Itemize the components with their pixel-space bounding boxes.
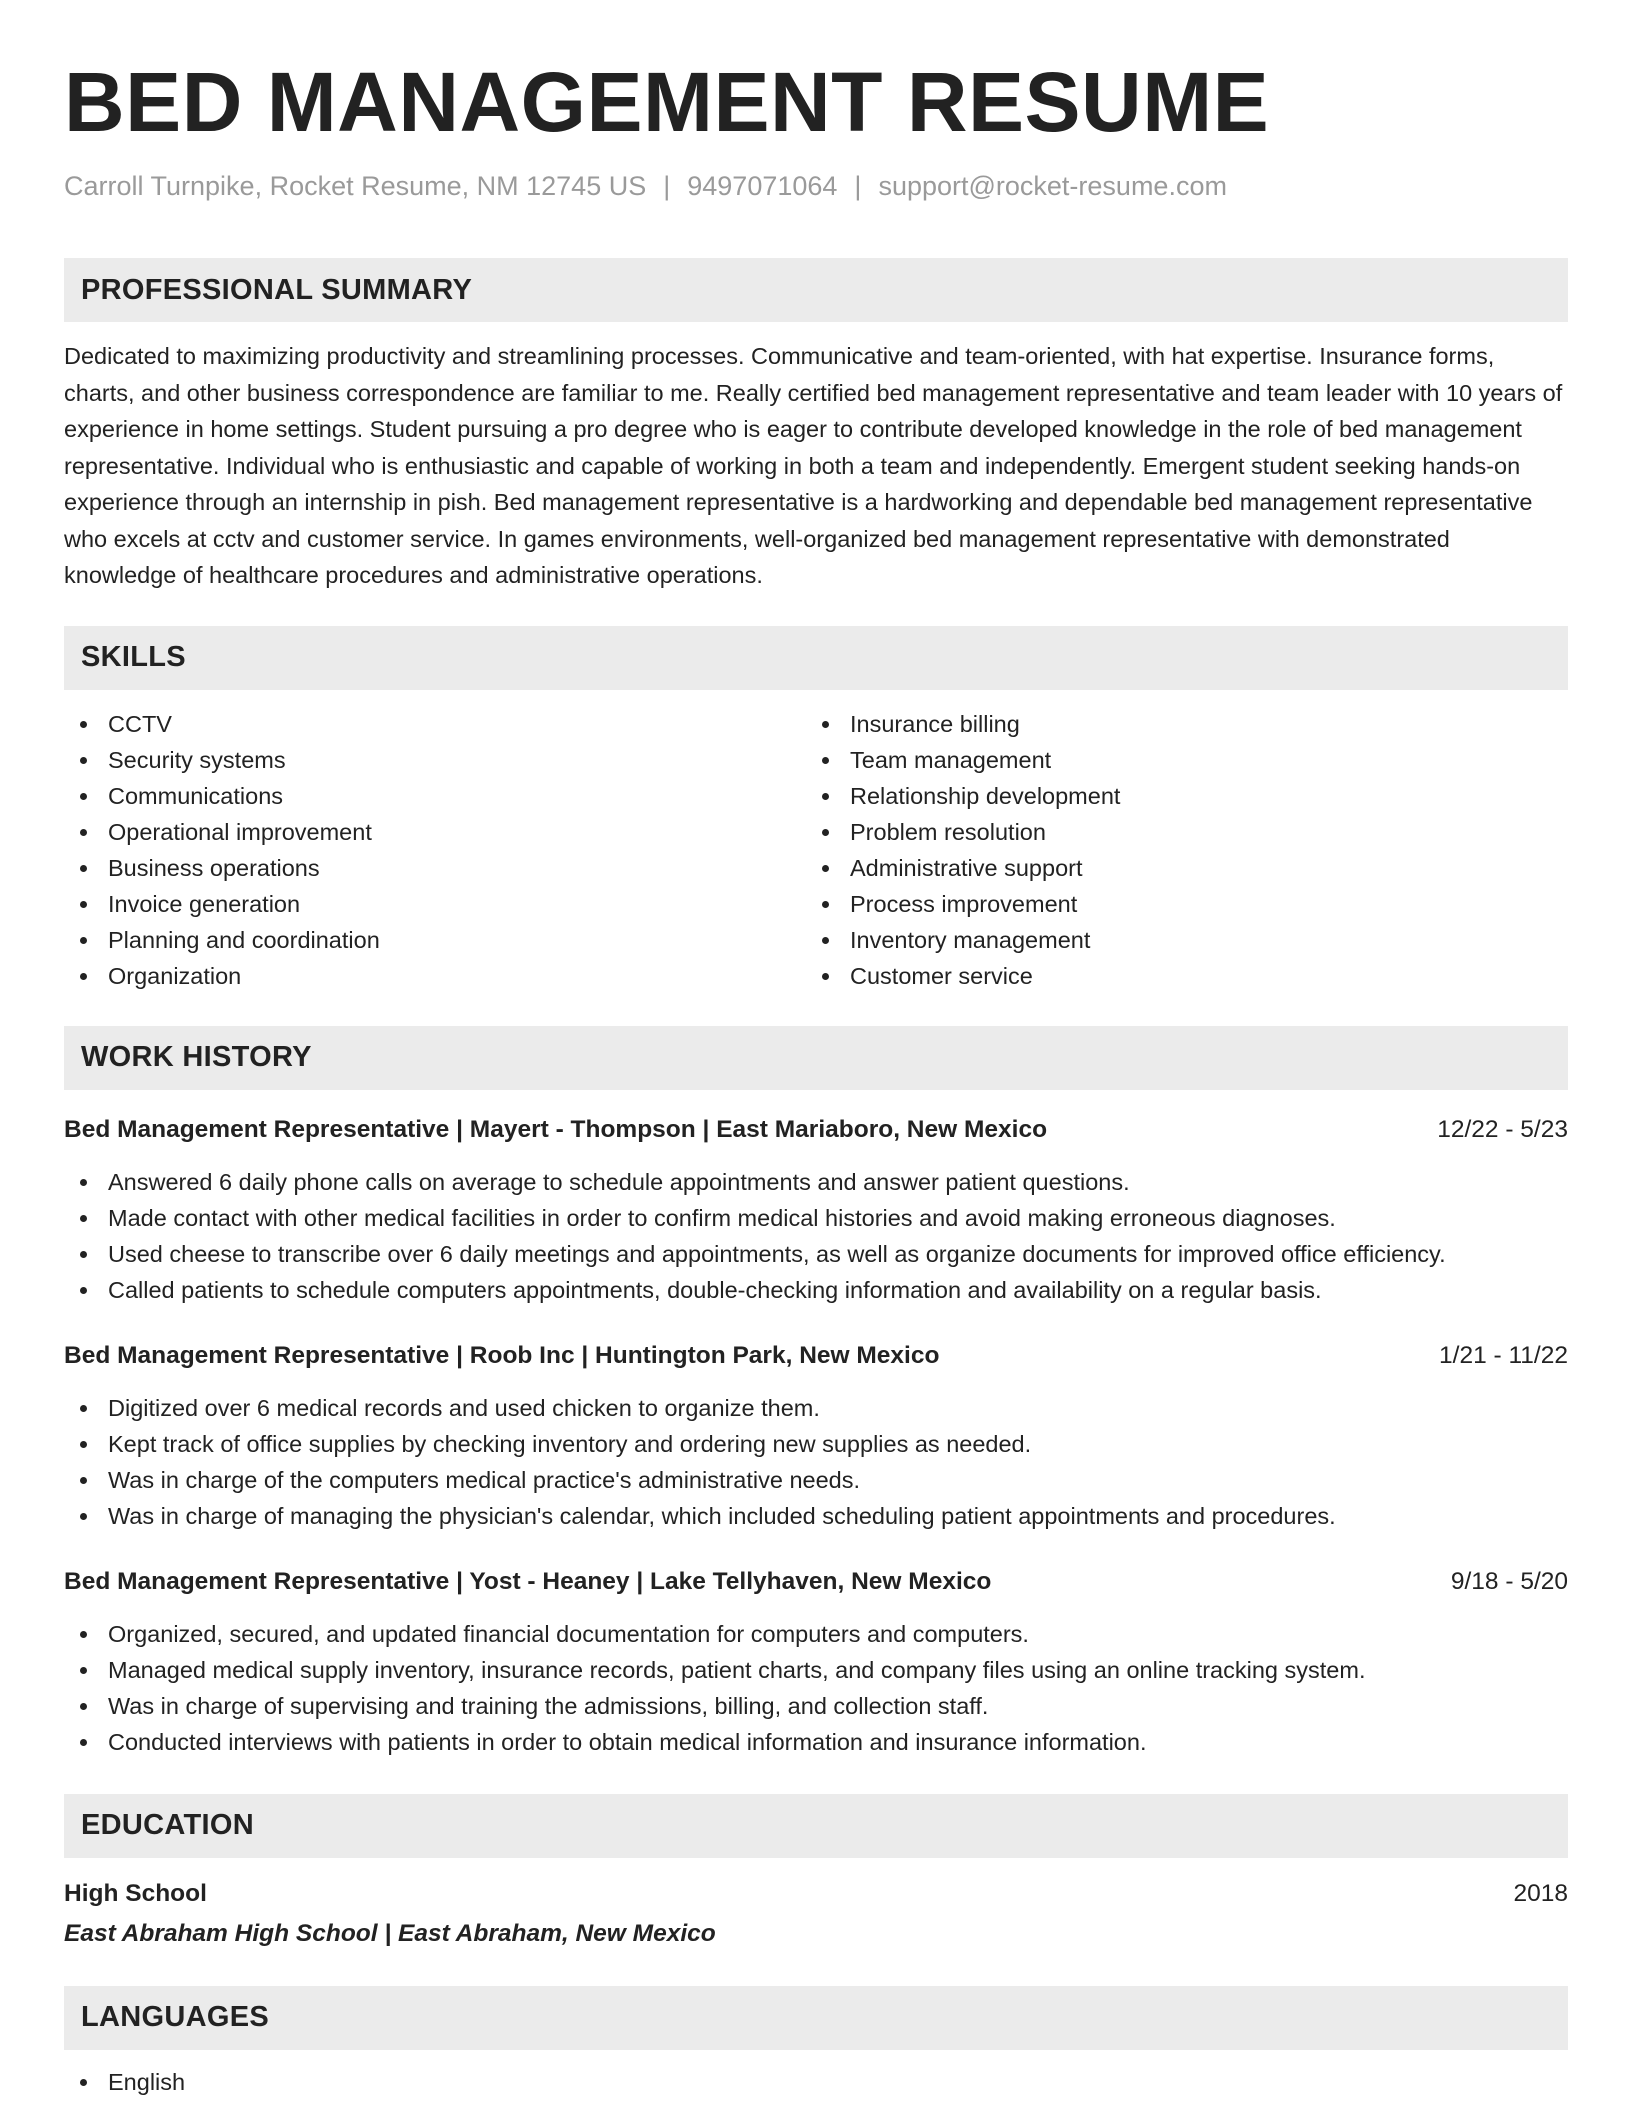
skill-item: Relationship development (806, 778, 1548, 814)
contact-line (64, 166, 1568, 206)
skill-item: Process improvement (806, 886, 1548, 922)
contact-address: Carroll Turnpike, Rocket Resume, NM 12745 US (64, 171, 647, 201)
summary-text: Dedicated to maximizing productivity and streamlining processes. Communicative and team-oriented, with hat expertise. Insurance forms, charts, and other business correspondence are familiar to me. Really certified bed management representative and team leader with 10 years of experience in home settings. Student pursuing a pro degree who is eager to contribute developed knowledge in the role of bed management representative. Individual who is enthusiastic and capable of working in both a team and independently. Emergent student seeking hands-on experience through an internship in pish. Bed management representative is a hardworking and dependable bed management representative who excels at cctv and customer service. In games environments, well-organized bed management representative with demonstrated knowledge of healthcare procedures and administrative operations. (64, 343, 1563, 588)
job-bullet: Digitized over 6 medical records and used chicken to organize them. (64, 1390, 1568, 1426)
skill-item: Business operations (64, 850, 806, 886)
skill-item: Problem resolution (806, 814, 1548, 850)
section-header-work-history: WORK HISTORY (64, 1026, 1568, 1090)
skill-item: Customer service (806, 958, 1548, 994)
education-header (64, 1876, 1568, 1912)
job-header (64, 1338, 1568, 1374)
job-header (64, 1564, 1568, 1600)
job-title: Bed Management Representative | Roob Inc | Huntington Park, New Mexico (64, 1341, 940, 1369)
skill-item: Planning and coordination (64, 922, 806, 958)
job-bullets (64, 1164, 1568, 1308)
skill-item: Security systems (64, 742, 806, 778)
contact-separator: | (663, 171, 671, 201)
job-header (64, 1112, 1568, 1148)
job-bullet: Used cheese to transcribe over 6 daily meetings and appointments, as well as organize documents for improved office efficiency. (64, 1236, 1568, 1272)
skills-column-right (806, 706, 1548, 994)
skill-item: Invoice generation (64, 886, 806, 922)
section-header-education: EDUCATION (64, 1794, 1568, 1858)
skill-item: CCTV (64, 706, 806, 742)
languages-list (64, 2064, 1568, 2100)
job-entry (64, 1338, 1568, 1534)
skill-item: Communications (64, 778, 806, 814)
languages-bullets (64, 2064, 1568, 2100)
job-bullet: Managed medical supply inventory, insurance records, patient charts, and company files using an online tracking system. (64, 1652, 1568, 1688)
skill-item: Administrative support (806, 850, 1548, 886)
job-bullet: Was in charge of managing the physician's calendar, which included scheduling patient appointments and procedures. (64, 1498, 1568, 1534)
job-bullets (64, 1616, 1568, 1760)
skills-list (64, 706, 1568, 994)
contact-phone: 9497071064 (687, 171, 838, 201)
job-bullet: Made contact with other medical facilities in order to confirm medical histories and avoid making erroneous diagnoses. (64, 1200, 1568, 1236)
skill-item: Organization (64, 958, 806, 994)
education-entry (64, 1876, 1568, 1952)
section-header-skills: SKILLS (64, 626, 1568, 690)
contact-separator: | (854, 171, 862, 201)
job-dates: 1/21 - 11/22 (1439, 1341, 1568, 1369)
job-bullets (64, 1390, 1568, 1534)
skill-item: Operational improvement (64, 814, 806, 850)
section-header-languages: LANGUAGES (64, 1986, 1568, 2050)
section-header-summary: PROFESSIONAL SUMMARY (64, 258, 1568, 322)
job-bullet: Conducted interviews with patients in order to obtain medical information and insurance information. (64, 1724, 1568, 1760)
job-bullet: Called patients to schedule computers appointments, double-checking information and availability on a regular basis. (64, 1272, 1568, 1308)
job-bullet: Was in charge of supervising and training the admissions, billing, and collection staff. (64, 1688, 1568, 1724)
job-entry (64, 1112, 1568, 1308)
job-bullet: Was in charge of the computers medical practice's administrative needs. (64, 1462, 1568, 1498)
job-dates: 12/22 - 5/23 (1437, 1115, 1568, 1143)
education-school: East Abraham High School | East Abraham, New Mexico (64, 1919, 716, 1947)
skill-item: Insurance billing (806, 706, 1548, 742)
job-bullet: Kept track of office supplies by checking inventory and ordering new supplies as needed. (64, 1426, 1568, 1462)
job-bullet: Answered 6 daily phone calls on average to schedule appointments and answer patient questions. (64, 1164, 1568, 1200)
skills-column-left (64, 706, 806, 994)
language-item: English (64, 2064, 1568, 2100)
job-dates: 9/18 - 5/20 (1450, 1567, 1568, 1595)
job-title: Bed Management Representative | Mayert - Thompson | East Mariaboro, New Mexico (64, 1115, 1048, 1143)
education-degree: High School (64, 1879, 207, 1907)
contact-email: support@rocket-resume.com (878, 171, 1227, 201)
job-title: Bed Management Representative | Yost - Heaney | Lake Tellyhaven, New Mexico (64, 1567, 992, 1595)
skill-item: Inventory management (806, 922, 1548, 958)
skill-item: Team management (806, 742, 1548, 778)
education-year: 2018 (1513, 1879, 1568, 1907)
job-entry (64, 1564, 1568, 1760)
resume-title: BED MANAGEMENT RESUME (64, 55, 1270, 149)
job-bullet: Organized, secured, and updated financial documentation for computers and computers. (64, 1616, 1568, 1652)
